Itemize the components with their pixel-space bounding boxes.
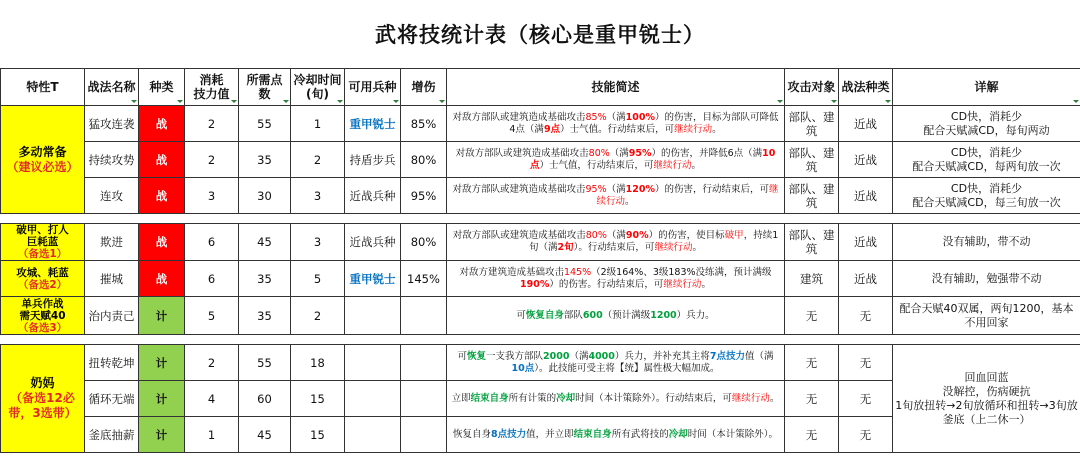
column-header-damage[interactable]: 增伤: [401, 69, 447, 106]
skill-description: 对敌方部队或建筑造成基础攻击85%（满100%）的伤害，目标为部队可降低4点（满9点）士气值。行动结束后，可继续行动。: [447, 106, 785, 142]
header-row: [1, 69, 1080, 106]
skill-cooldown: 3: [291, 224, 345, 261]
column-header-cooldown[interactable]: 冷却时间 (旬): [291, 69, 345, 106]
skill-type: 计: [139, 297, 185, 335]
column-header-skill-name[interactable]: 战法名称: [85, 69, 139, 106]
filter-dropdown-icon[interactable]: [336, 98, 343, 104]
skill-name: 循环无端: [85, 381, 139, 417]
skill-name: 扭转乾坤: [85, 345, 139, 381]
skill-detail: 没有辅助，带不动: [893, 224, 1080, 261]
skill-range: 近战: [839, 224, 893, 261]
skill-description: 对敌方建筑造成基础攻击145%（2级164%、3级183%没练满，预计满级190%）的伤害。行动结束后，可继续行动。: [447, 261, 785, 297]
skill-cooldown: 15: [291, 381, 345, 417]
damage-bonus: 95%: [401, 178, 447, 214]
filter-dropdown-icon[interactable]: T: [50, 80, 59, 94]
troop-type: 重甲锐士: [345, 261, 401, 297]
skill-detail: CD快，消耗少 配合天赋减CD，每旬两动: [893, 106, 1080, 142]
filter-dropdown-icon[interactable]: [830, 98, 837, 104]
filter-dropdown-icon[interactable]: [392, 98, 399, 104]
skill-type: 计: [139, 345, 185, 381]
damage-bonus: [401, 297, 447, 335]
filter-dropdown-icon[interactable]: [176, 98, 183, 104]
page-title: 武将技统计表（核心是重甲锐士）: [375, 23, 705, 47]
attack-target: 无: [785, 381, 839, 417]
skill-detail: 没有辅助，勉强带不动: [893, 261, 1080, 297]
skill-points: 45: [239, 224, 291, 261]
damage-bonus: 80%: [401, 142, 447, 178]
damage-bonus: 80%: [401, 224, 447, 261]
skill-cost: 4: [185, 381, 239, 417]
skill-cost: 2: [185, 142, 239, 178]
attack-target: 无: [785, 297, 839, 335]
troop-type: [345, 381, 401, 417]
skill-description: 对敌方部队或建筑造成基础攻击95%（满120%）的伤害，行动结束后，可继续行动。: [447, 178, 785, 214]
skill-cost: 3: [185, 178, 239, 214]
filter-dropdown-icon[interactable]: [282, 98, 289, 104]
skill-points: 55: [239, 345, 291, 381]
skill-description: 对敌方部队或建筑造成基础攻击80%（满90%）的伤害，使目标破甲，持续1旬（满2旬）。行动结束后，可继续行动。: [447, 224, 785, 261]
skill-range: 无: [839, 345, 893, 381]
skill-name: 治内责己: [85, 297, 139, 335]
skill-range: 无: [839, 417, 893, 453]
skill-type: 战: [139, 142, 185, 178]
damage-bonus: [401, 345, 447, 381]
attack-target: 部队、建筑: [785, 142, 839, 178]
column-header-troop[interactable]: 可用兵种: [345, 69, 401, 106]
table-row: [1, 345, 1080, 381]
feature-cell: 多动常备 （建议必选）: [1, 106, 85, 214]
skill-cooldown: 2: [291, 297, 345, 335]
skill-points: 35: [239, 261, 291, 297]
skill-range: 无: [839, 297, 893, 335]
skill-cost: 6: [185, 224, 239, 261]
filter-dropdown-icon[interactable]: [130, 98, 137, 104]
feature-cell: 单兵作战 需天赋40 （备选3）: [1, 297, 85, 335]
skill-points: 55: [239, 106, 291, 142]
skill-name: 欺进: [85, 224, 139, 261]
skill-points: 60: [239, 381, 291, 417]
column-header-feature[interactable]: 特性T: [1, 69, 85, 106]
troop-type: 重甲锐士: [345, 106, 401, 142]
skill-type: 战: [139, 261, 185, 297]
skill-type: 战: [139, 224, 185, 261]
skill-description: 恢复自身8点技力值，并立即结束自身所有武将技的冷却时间（本计策除外）。: [447, 417, 785, 453]
damage-bonus: [401, 417, 447, 453]
skill-range: 近战: [839, 178, 893, 214]
skill-cooldown: 1: [291, 106, 345, 142]
table-row: [1, 178, 1080, 214]
column-header-type[interactable]: 种类: [139, 69, 185, 106]
skill-cooldown: 5: [291, 261, 345, 297]
column-header-detail[interactable]: 详解: [893, 69, 1080, 106]
skill-cost: 2: [185, 106, 239, 142]
attack-target: 建筑: [785, 261, 839, 297]
skill-cooldown: 3: [291, 178, 345, 214]
troop-type: 近战兵种: [345, 224, 401, 261]
skill-detail: CD快，消耗少 配合天赋减CD，每三旬放一次: [893, 178, 1080, 214]
filter-dropdown-icon[interactable]: [776, 98, 783, 104]
attack-target: 无: [785, 345, 839, 381]
skill-cost: 6: [185, 261, 239, 297]
skill-name: 连攻: [85, 178, 139, 214]
skill-description: 对敌方部队或建筑造成基础攻击80%（满95%）的伤害，并降低6点（满10点）士气值，行动结束后，可继续行动。: [447, 142, 785, 178]
filter-dropdown-icon[interactable]: [1072, 98, 1079, 104]
skill-type: 战: [139, 106, 185, 142]
attack-target: 无: [785, 417, 839, 453]
column-header-points[interactable]: 所需点数: [239, 69, 291, 106]
attack-target: 部队、建筑: [785, 106, 839, 142]
feature-cell: 奶妈 （备选12必 带，3选带）: [1, 345, 85, 453]
table-row: [1, 297, 1080, 335]
skill-cooldown: 2: [291, 142, 345, 178]
skill-description: 可恢复一支我方部队2000（满4000）兵力，并补充其主将7点技力值（满10点）。此技能可受主将【统】属性极大幅加成。: [447, 345, 785, 381]
skill-cost: 1: [185, 417, 239, 453]
skill-type: 计: [139, 417, 185, 453]
table-row: [1, 106, 1080, 142]
column-header-cost[interactable]: 消耗 技力值: [185, 69, 239, 106]
skill-name: 猛攻连袭: [85, 106, 139, 142]
attack-target: 部队、建筑: [785, 224, 839, 261]
damage-bonus: 85%: [401, 106, 447, 142]
skill-type: 战: [139, 178, 185, 214]
filter-dropdown-icon[interactable]: [230, 98, 237, 104]
table-row: [1, 142, 1080, 178]
troop-type: [345, 297, 401, 335]
column-header-target[interactable]: 攻击对象: [785, 69, 839, 106]
skill-name: 持续攻势: [85, 142, 139, 178]
table-row: [1, 261, 1080, 297]
skill-description: 可恢复自身部队600（预计满级1200）兵力。: [447, 297, 785, 335]
skill-cooldown: 18: [291, 345, 345, 381]
column-header-range[interactable]: 战法种类: [839, 69, 893, 106]
damage-bonus: [401, 381, 447, 417]
nanny-detail: 回血回蓝 没解控，伤病硬抗 1旬放扭转→2旬放循环和扭转→3旬放釜底（上二休一）: [893, 345, 1080, 453]
troop-type: [345, 345, 401, 381]
feature-cell: 攻城、耗蓝 （备选2）: [1, 261, 85, 297]
skill-detail: CD快，消耗少 配合天赋减CD，每两旬放一次: [893, 142, 1080, 178]
skill-range: 近战: [839, 106, 893, 142]
skill-table: [0, 68, 1080, 453]
troop-type: 近战兵种: [345, 178, 401, 214]
skill-range: 无: [839, 381, 893, 417]
skill-points: 35: [239, 297, 291, 335]
column-header-description[interactable]: 技能简述: [447, 69, 785, 106]
troop-type: [345, 417, 401, 453]
damage-bonus: 145%: [401, 261, 447, 297]
skill-description: 立即结束自身所有计策的冷却时间（本计策除外）。行动结束后，可继续行动。: [447, 381, 785, 417]
skill-cooldown: 15: [291, 417, 345, 453]
skill-name: 釜底抽薪: [85, 417, 139, 453]
attack-target: 部队、建筑: [785, 178, 839, 214]
skill-name: 摧城: [85, 261, 139, 297]
skill-detail: 配合天赋40双属，两旬1200，基本不用回家: [893, 297, 1080, 335]
skill-cost: 5: [185, 297, 239, 335]
troop-type: 持盾步兵: [345, 142, 401, 178]
filter-dropdown-icon[interactable]: [438, 98, 445, 104]
skill-points: 35: [239, 142, 291, 178]
skill-points: 30: [239, 178, 291, 214]
skill-type: 计: [139, 381, 185, 417]
table-row: [1, 224, 1080, 261]
skill-cost: 2: [185, 345, 239, 381]
filter-dropdown-icon[interactable]: [884, 98, 891, 104]
skill-range: 近战: [839, 142, 893, 178]
skill-points: 45: [239, 417, 291, 453]
feature-cell: 破甲、打人 巨耗蓝 （备选1）: [1, 224, 85, 261]
skill-range: 近战: [839, 261, 893, 297]
